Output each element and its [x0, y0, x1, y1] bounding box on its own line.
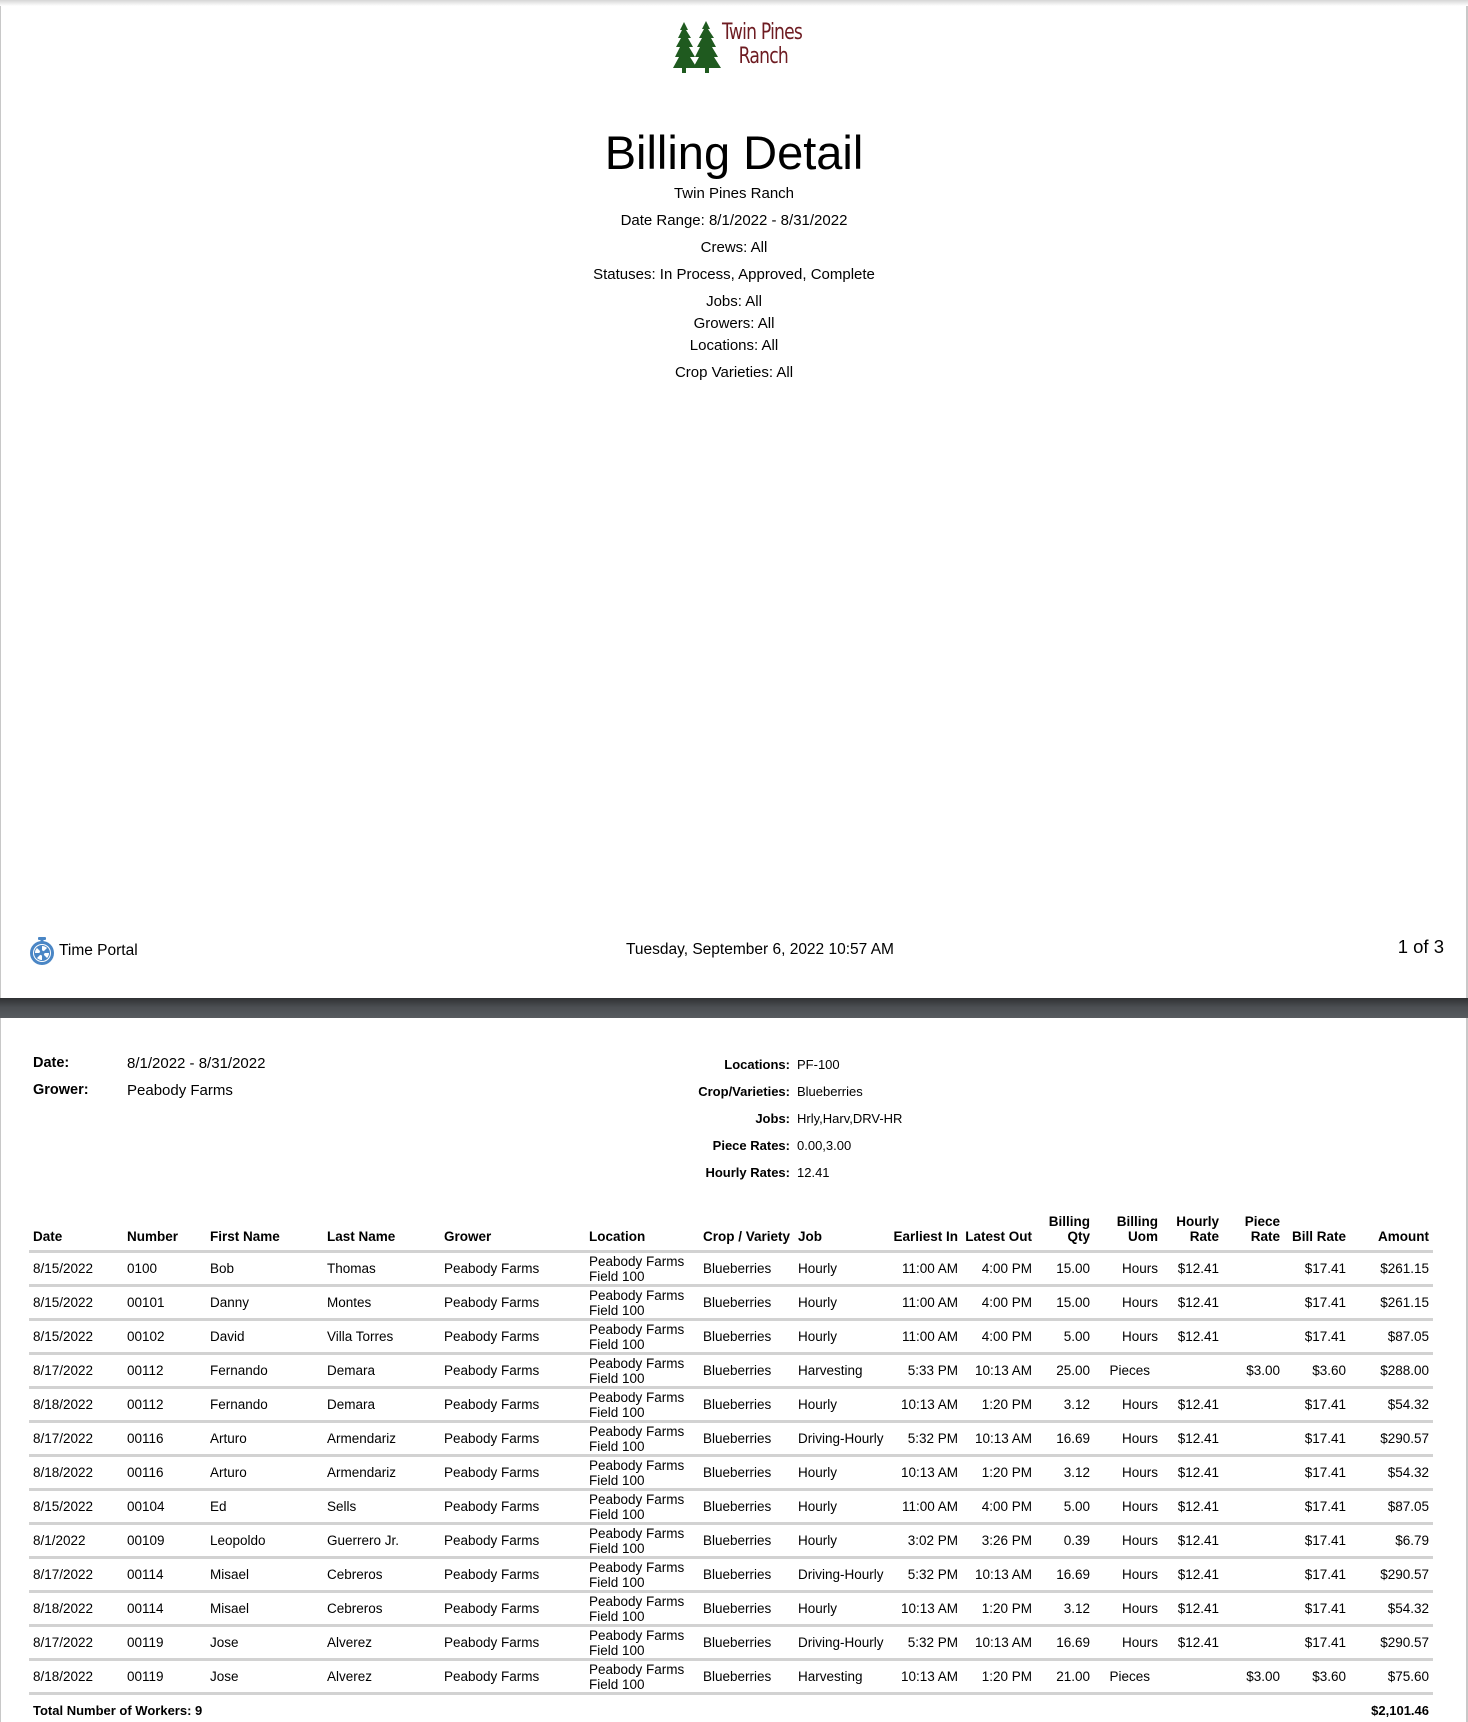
cell-grower: Peabody Farms [444, 1329, 540, 1344]
cell-first-name: Misael [210, 1567, 250, 1582]
cell-grower: Peabody Farms [444, 1465, 540, 1480]
cell-location-line2: Field 100 [589, 1676, 645, 1692]
cell-crop-variety: Blueberries [703, 1465, 772, 1480]
cell-crop-variety: Blueberries [703, 1635, 772, 1650]
cell-location-line2: Field 100 [589, 1574, 645, 1590]
page-number: 1 of 3 [1397, 936, 1444, 957]
cell-location [589, 1253, 684, 1284]
cell-number: 00116 [127, 1465, 164, 1480]
cell-earliest-in: 10:13 AM [900, 1465, 958, 1480]
cell-location-line2: Field 100 [589, 1642, 645, 1658]
cell-hourly-rate: $12.41 [1177, 1635, 1219, 1650]
cell-job: Hourly [798, 1329, 838, 1344]
cell-number: 00102 [127, 1329, 165, 1344]
total-workers: Total Number of Workers: 9 [33, 1703, 203, 1718]
cell-location-line2: Field 100 [589, 1404, 645, 1420]
cell-date: 8/15/2022 [33, 1261, 94, 1276]
table-row [29, 1389, 1433, 1423]
cell-location [589, 1627, 684, 1658]
cell-last-name: Armendariz [327, 1465, 397, 1480]
table-row [29, 1491, 1433, 1525]
table-row [29, 1253, 1433, 1287]
col-last-name: Last Name [327, 1229, 396, 1244]
cell-number: 00114 [127, 1601, 164, 1616]
cell-date: 8/15/2022 [33, 1499, 94, 1514]
cell-billing-qty: 16.69 [1056, 1431, 1090, 1446]
cell-billing-uom: Pieces [1109, 1363, 1150, 1378]
criteria-crews: Crews: All [700, 239, 768, 256]
criteria-crop-varieties: Crop Varieties: All [674, 364, 794, 381]
cell-crop-variety: Blueberries [703, 1533, 772, 1548]
cell-date: 8/1/2022 [33, 1533, 86, 1548]
table-body [29, 1253, 1433, 1695]
cell-earliest-in: 3:02 PM [907, 1533, 958, 1548]
table-row [29, 1661, 1433, 1695]
cell-first-name: Fernando [210, 1363, 268, 1378]
col-date: Date [33, 1229, 63, 1244]
cell-location-line1: Peabody Farms [589, 1253, 685, 1269]
table-row [29, 1457, 1433, 1491]
cell-billing-uom: Hours [1121, 1261, 1158, 1276]
cell-amount: $261.15 [1380, 1295, 1429, 1310]
cell-latest-out: 10:13 AM [974, 1431, 1032, 1446]
cell-number: 00101 [127, 1295, 165, 1310]
cell-billing-qty: 3.12 [1063, 1397, 1090, 1412]
cell-number: 00112 [127, 1363, 164, 1378]
cell-last-name: Demara [327, 1363, 376, 1378]
total-amount: $2,101.46 [1371, 1703, 1429, 1718]
table-row [29, 1355, 1433, 1389]
cell-billing-qty: 16.69 [1056, 1635, 1090, 1650]
cell-billing-uom: Hours [1121, 1567, 1158, 1582]
cell-crop-variety: Blueberries [703, 1431, 772, 1446]
billing-table [29, 1212, 1433, 1722]
cell-location [589, 1559, 684, 1590]
cell-location-line1: Peabody Farms [589, 1661, 685, 1677]
col-billing-qty-line1: Billing [1048, 1214, 1090, 1229]
col-hourly-rate-line2: Rate [1189, 1229, 1219, 1244]
cell-location-line1: Peabody Farms [589, 1559, 685, 1575]
table-row [29, 1321, 1433, 1355]
col-piece-rate-line1: Piece [1244, 1214, 1280, 1229]
cell-date: 8/17/2022 [33, 1363, 94, 1378]
criteria-statuses: Statuses: In Process, Approved, Complete [593, 266, 875, 283]
cell-earliest-in: 11:00 AM [901, 1295, 958, 1310]
logo-text [722, 20, 803, 69]
cell-grower: Peabody Farms [444, 1295, 540, 1310]
cell-last-name: Alverez [327, 1669, 373, 1684]
cell-amount: $6.79 [1395, 1533, 1429, 1548]
cell-crop-variety: Blueberries [703, 1567, 772, 1582]
page-separator [0, 998, 1468, 1018]
cell-crop-variety: Blueberries [703, 1397, 772, 1412]
cell-earliest-in: 11:00 AM [901, 1261, 958, 1276]
cell-hourly-rate: $12.41 [1177, 1261, 1219, 1276]
cell-billing-uom: Pieces [1109, 1669, 1150, 1684]
cell-billing-uom: Hours [1121, 1499, 1158, 1514]
cell-bill-rate: $3.60 [1312, 1363, 1346, 1378]
cell-job: Driving-Hourly [798, 1635, 884, 1650]
cell-hourly-rate: $12.41 [1177, 1601, 1219, 1616]
cell-location [589, 1593, 684, 1624]
col-amount: Amount [1378, 1229, 1429, 1244]
cell-crop-variety: Blueberries [703, 1329, 772, 1344]
cell-job: Hourly [798, 1601, 838, 1616]
cell-date: 8/15/2022 [33, 1329, 94, 1344]
cell-bill-rate: $17.41 [1304, 1601, 1346, 1616]
cell-last-name: Demara [327, 1397, 376, 1412]
cell-location-line2: Field 100 [589, 1370, 645, 1386]
cell-latest-out: 10:13 AM [974, 1363, 1032, 1378]
cell-amount: $290.57 [1380, 1567, 1429, 1582]
cell-first-name: Jose [210, 1669, 239, 1684]
cell-billing-qty: 16.69 [1056, 1567, 1090, 1582]
cell-location-line1: Peabody Farms [589, 1423, 685, 1439]
col-billing-uom [1117, 1214, 1158, 1244]
col-billing-qty [1049, 1214, 1090, 1244]
cell-amount: $87.05 [1387, 1329, 1429, 1344]
cell-location-line1: Peabody Farms [589, 1389, 685, 1405]
criteria-company: Twin Pines Ranch [673, 185, 795, 202]
cell-billing-qty: 3.12 [1063, 1465, 1090, 1480]
col-bill-rate: Bill Rate [1291, 1229, 1346, 1244]
cell-job: Hourly [798, 1533, 838, 1548]
cell-location-line2: Field 100 [589, 1540, 645, 1556]
cell-earliest-in: 5:33 PM [907, 1363, 958, 1378]
cell-piece-rate: $3.00 [1246, 1669, 1280, 1684]
cell-date: 8/17/2022 [33, 1567, 94, 1582]
cell-location-line2: Field 100 [589, 1506, 645, 1522]
cell-location-line1: Peabody Farms [589, 1457, 685, 1473]
cell-billing-qty: 15.00 [1056, 1295, 1090, 1310]
piece-rates-label: Piece Rates: [712, 1138, 790, 1153]
cell-last-name: Villa Torres [327, 1329, 394, 1344]
cell-grower: Peabody Farms [444, 1601, 540, 1616]
cell-latest-out: 10:13 AM [974, 1567, 1032, 1582]
cell-hourly-rate: $12.41 [1177, 1499, 1219, 1514]
cell-last-name: Montes [327, 1295, 372, 1310]
cell-latest-out: 4:00 PM [981, 1295, 1032, 1310]
cell-billing-uom: Hours [1121, 1329, 1158, 1344]
cell-latest-out: 1:20 PM [981, 1397, 1032, 1412]
cell-number: 0100 [127, 1261, 158, 1276]
col-hourly-rate [1176, 1214, 1219, 1244]
cell-location-line2: Field 100 [589, 1336, 645, 1352]
cell-earliest-in: 10:13 AM [900, 1397, 958, 1412]
cell-last-name: Cebreros [327, 1567, 383, 1582]
cell-latest-out: 10:13 AM [974, 1635, 1032, 1650]
grower-value: Peabody Farms [127, 1082, 233, 1099]
cell-crop-variety: Blueberries [703, 1601, 772, 1616]
cell-hourly-rate: $12.41 [1177, 1329, 1219, 1344]
cell-location-line1: Peabody Farms [589, 1491, 685, 1507]
cell-grower: Peabody Farms [444, 1669, 540, 1684]
cell-first-name: Fernando [210, 1397, 268, 1412]
cell-location [589, 1287, 684, 1318]
cell-billing-qty: 15.00 [1056, 1261, 1090, 1276]
criteria-date-range: Date Range: 8/1/2022 - 8/31/2022 [620, 212, 848, 229]
jobs-value: Hrly,Harv,DRV-HR [797, 1111, 903, 1126]
cell-bill-rate: $17.41 [1304, 1397, 1346, 1412]
cell-number: 00116 [127, 1431, 164, 1446]
table-row [29, 1593, 1433, 1627]
cell-first-name: Arturo [210, 1431, 247, 1446]
cell-billing-qty: 21.00 [1056, 1669, 1090, 1684]
cell-bill-rate: $3.60 [1312, 1669, 1346, 1684]
cell-bill-rate: $17.41 [1304, 1431, 1346, 1446]
col-first-name: First Name [210, 1229, 280, 1244]
cell-latest-out: 4:00 PM [981, 1329, 1032, 1344]
cell-bill-rate: $17.41 [1304, 1465, 1346, 1480]
cell-job: Hourly [798, 1465, 838, 1480]
cell-amount: $290.57 [1380, 1635, 1429, 1650]
cell-piece-rate: $3.00 [1246, 1363, 1280, 1378]
col-crop-variety: Crop / Variety [703, 1229, 791, 1244]
cell-job: Hourly [798, 1295, 838, 1310]
cell-crop-variety: Blueberries [703, 1499, 772, 1514]
cell-billing-uom: Hours [1121, 1635, 1158, 1650]
cell-first-name: David [210, 1329, 245, 1344]
cell-location [589, 1423, 684, 1454]
table-row [29, 1559, 1433, 1593]
col-grower: Grower [444, 1229, 492, 1244]
cell-number: 00119 [127, 1669, 164, 1684]
cell-job: Harvesting [798, 1669, 863, 1684]
cell-job: Hourly [798, 1499, 838, 1514]
cell-earliest-in: 10:13 AM [900, 1601, 958, 1616]
table-row [29, 1627, 1433, 1661]
cell-location [589, 1457, 684, 1488]
cell-date: 8/17/2022 [33, 1635, 94, 1650]
date-label: Date: [33, 1055, 70, 1071]
cell-grower: Peabody Farms [444, 1533, 540, 1548]
col-number: Number [127, 1229, 179, 1244]
cell-crop-variety: Blueberries [703, 1261, 772, 1276]
cell-amount: $75.60 [1387, 1669, 1429, 1684]
col-billing-uom-line2: Uom [1128, 1229, 1158, 1244]
cell-hourly-rate: $12.41 [1177, 1533, 1219, 1548]
cell-date: 8/18/2022 [33, 1601, 94, 1616]
col-hourly-rate-line1: Hourly [1176, 1214, 1219, 1229]
cell-bill-rate: $17.41 [1304, 1261, 1346, 1276]
cell-earliest-in: 5:32 PM [907, 1567, 958, 1582]
cell-latest-out: 4:00 PM [981, 1261, 1032, 1276]
cell-first-name: Bob [210, 1261, 235, 1276]
table-row [29, 1287, 1433, 1321]
cell-location [589, 1389, 684, 1420]
cell-billing-uom: Hours [1121, 1465, 1158, 1480]
cell-amount: $261.15 [1380, 1261, 1429, 1276]
cell-first-name: Jose [210, 1635, 239, 1650]
cell-amount: $290.57 [1380, 1431, 1429, 1446]
cell-bill-rate: $17.41 [1304, 1499, 1346, 1514]
cell-last-name: Guerrero Jr. [327, 1533, 400, 1548]
col-billing-uom-line1: Billing [1116, 1214, 1158, 1229]
cell-location-line2: Field 100 [589, 1472, 645, 1488]
cell-last-name: Alverez [327, 1635, 373, 1650]
col-piece-rate [1245, 1214, 1280, 1244]
cell-billing-uom: Hours [1121, 1295, 1158, 1310]
cell-last-name: Armendariz [327, 1431, 397, 1446]
cell-bill-rate: $17.41 [1304, 1635, 1346, 1650]
criteria-jobs: Jobs: All [706, 293, 762, 310]
cell-date: 8/15/2022 [33, 1295, 94, 1310]
cell-bill-rate: $17.41 [1304, 1567, 1346, 1582]
cell-location-line2: Field 100 [589, 1608, 645, 1624]
cell-job: Driving-Hourly [798, 1431, 884, 1446]
cell-location-line2: Field 100 [589, 1438, 645, 1454]
col-latest-out: Latest Out [965, 1229, 1032, 1244]
cell-billing-uom: Hours [1121, 1397, 1158, 1412]
printed-timestamp: Tuesday, September 6, 2022 10:57 AM [626, 941, 894, 958]
cell-crop-variety: Blueberries [703, 1669, 772, 1684]
cell-date: 8/17/2022 [33, 1431, 94, 1446]
cell-billing-qty: 3.12 [1063, 1601, 1090, 1616]
cell-amount: $87.05 [1387, 1499, 1429, 1514]
cell-date: 8/18/2022 [33, 1397, 94, 1412]
cell-amount: $288.00 [1380, 1363, 1429, 1378]
cell-grower: Peabody Farms [444, 1635, 540, 1650]
cell-first-name: Leopoldo [210, 1533, 266, 1548]
criteria-locations: Locations: All [689, 337, 779, 354]
cell-location-line1: Peabody Farms [589, 1593, 685, 1609]
cell-location-line1: Peabody Farms [589, 1287, 685, 1303]
cell-billing-qty: 25.00 [1056, 1363, 1090, 1378]
table-row [29, 1423, 1433, 1457]
cell-crop-variety: Blueberries [703, 1295, 772, 1310]
cell-bill-rate: $17.41 [1304, 1295, 1346, 1310]
cell-grower: Peabody Farms [444, 1567, 540, 1582]
cell-bill-rate: $17.41 [1304, 1329, 1346, 1344]
date-value: 8/1/2022 - 8/31/2022 [127, 1055, 266, 1072]
hourly-rates-label: Hourly Rates: [705, 1165, 790, 1180]
cell-number: 00104 [127, 1499, 165, 1514]
cell-amount: $54.32 [1387, 1601, 1429, 1616]
cell-job: Driving-Hourly [798, 1567, 884, 1582]
cell-date: 8/18/2022 [33, 1465, 94, 1480]
cell-grower: Peabody Farms [444, 1261, 540, 1276]
cell-location-line2: Field 100 [589, 1268, 645, 1284]
cell-location-line2: Field 100 [589, 1302, 645, 1318]
table-header [29, 1212, 1433, 1253]
cell-location-line1: Peabody Farms [589, 1321, 685, 1337]
cell-location [589, 1355, 684, 1386]
table-footer [29, 1695, 1433, 1722]
twin-pines-logo [672, 20, 814, 74]
cell-amount: $54.32 [1387, 1397, 1429, 1412]
cell-date: 8/18/2022 [33, 1669, 94, 1684]
col-job: Job [798, 1229, 823, 1244]
cell-last-name: Thomas [327, 1261, 376, 1276]
piece-rates-value: 0.00,3.00 [797, 1138, 852, 1153]
cell-hourly-rate: $12.41 [1177, 1567, 1219, 1582]
crop-varieties-value: Blueberries [797, 1084, 863, 1099]
cell-grower: Peabody Farms [444, 1499, 540, 1514]
report-title: Billing Detail [604, 126, 864, 179]
cell-earliest-in: 11:00 AM [901, 1329, 958, 1344]
logo-line-2: Ranch [738, 44, 789, 69]
cell-billing-qty: 0.39 [1063, 1533, 1090, 1548]
cell-grower: Peabody Farms [444, 1431, 540, 1446]
cell-billing-uom: Hours [1121, 1601, 1158, 1616]
jobs-label: Jobs: [755, 1111, 790, 1126]
crop-varieties-label: Crop/Varieties: [698, 1084, 790, 1099]
locations-value: PF-100 [797, 1057, 840, 1072]
cell-location-line1: Peabody Farms [589, 1525, 685, 1541]
cell-earliest-in: 10:13 AM [900, 1669, 958, 1684]
cell-job: Harvesting [798, 1363, 863, 1378]
col-earliest-in: Earliest In [893, 1229, 958, 1244]
col-piece-rate-line2: Rate [1250, 1229, 1280, 1244]
cell-latest-out: 1:20 PM [981, 1465, 1032, 1480]
cell-hourly-rate: $12.41 [1177, 1465, 1219, 1480]
cell-number: 00119 [127, 1635, 164, 1650]
cell-earliest-in: 11:00 AM [901, 1499, 958, 1514]
col-location: Location [589, 1229, 646, 1244]
cell-billing-qty: 5.00 [1063, 1499, 1090, 1514]
grower-label: Grower: [33, 1082, 89, 1098]
cell-location [589, 1321, 684, 1352]
cell-location-line1: Peabody Farms [589, 1355, 685, 1371]
cell-billing-uom: Hours [1121, 1431, 1158, 1446]
cell-hourly-rate: $12.41 [1177, 1397, 1219, 1412]
cell-last-name: Cebreros [327, 1601, 383, 1616]
cell-hourly-rate: $12.41 [1177, 1431, 1219, 1446]
cell-job: Hourly [798, 1397, 838, 1412]
cell-latest-out: 3:26 PM [981, 1533, 1032, 1548]
cell-latest-out: 1:20 PM [981, 1669, 1032, 1684]
table-row [29, 1525, 1433, 1559]
cell-location-line1: Peabody Farms [589, 1627, 685, 1643]
cell-grower: Peabody Farms [444, 1363, 540, 1378]
cell-hourly-rate: $12.41 [1177, 1295, 1219, 1310]
cell-location [589, 1661, 684, 1692]
cell-earliest-in: 5:32 PM [907, 1431, 958, 1446]
cell-location [589, 1525, 684, 1556]
cell-job: Hourly [798, 1261, 838, 1276]
cell-amount: $54.32 [1387, 1465, 1429, 1480]
cell-number: 00114 [127, 1567, 164, 1582]
cell-first-name: Misael [210, 1601, 250, 1616]
cell-billing-uom: Hours [1121, 1533, 1158, 1548]
cell-first-name: Arturo [210, 1465, 247, 1480]
cell-crop-variety: Blueberries [703, 1363, 772, 1378]
cell-latest-out: 4:00 PM [981, 1499, 1032, 1514]
cell-first-name: Ed [210, 1499, 227, 1514]
cell-bill-rate: $17.41 [1304, 1533, 1346, 1548]
cell-number: 00112 [127, 1397, 164, 1412]
cell-grower: Peabody Farms [444, 1397, 540, 1412]
col-billing-qty-line2: Qty [1067, 1229, 1090, 1244]
cell-billing-qty: 5.00 [1063, 1329, 1090, 1344]
cell-location [589, 1491, 684, 1522]
time-portal-label: Time Portal [59, 942, 138, 959]
cell-earliest-in: 5:32 PM [907, 1635, 958, 1650]
cell-last-name: Sells [327, 1499, 357, 1514]
hourly-rates-value: 12.41 [797, 1165, 830, 1180]
cell-number: 00109 [127, 1533, 165, 1548]
criteria-growers: Growers: All [693, 315, 775, 332]
locations-label: Locations: [724, 1057, 790, 1072]
logo-line-1: Twin Pines [722, 20, 803, 45]
cell-latest-out: 1:20 PM [981, 1601, 1032, 1616]
pine-trees-icon [672, 20, 724, 74]
cell-first-name: Danny [210, 1295, 250, 1310]
